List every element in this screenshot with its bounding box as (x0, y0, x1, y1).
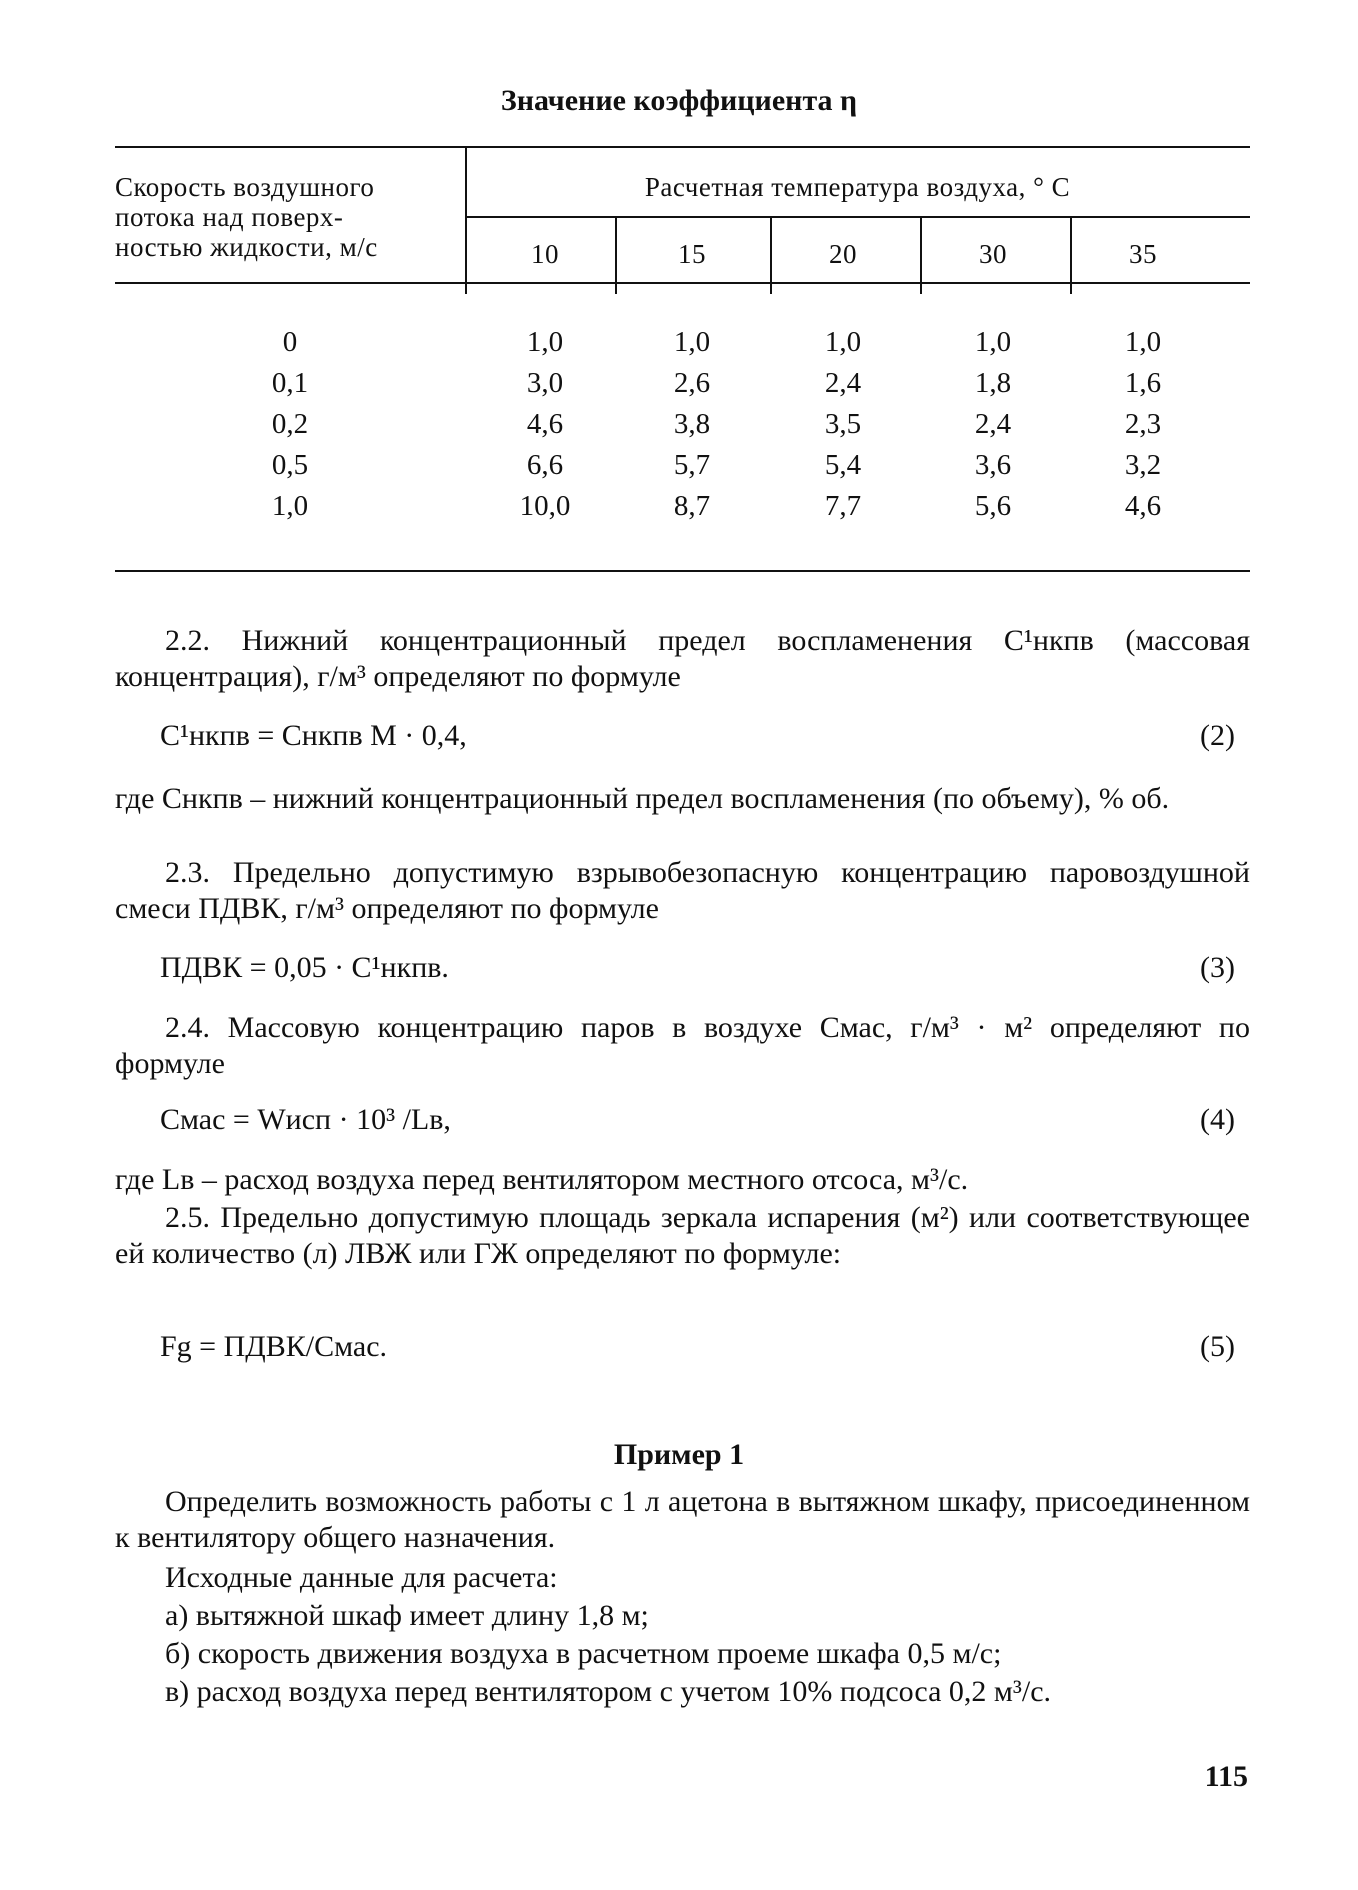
table-cell: 4,6 (1124, 490, 1162, 522)
col-header-15: 15 (678, 239, 706, 269)
formula-2: C¹нкпв = Cнкпв M · 0,4, (160, 719, 467, 752)
formula-3-number: (3) (1200, 951, 1235, 984)
page-number: 115 (1204, 1760, 1248, 1793)
table-cell: 3,8 (673, 408, 711, 440)
table-cell: 1,0 (824, 326, 862, 358)
paragraph-2-4-where: где Lв – расход воздуха перед вентилятором местного отсоса, м³/с. (115, 1163, 969, 1196)
table-cell: 1,0 (974, 326, 1012, 358)
table-cell: 1,0 (673, 326, 711, 358)
formula-5: Fg = ПДВК/Cмас. (160, 1330, 388, 1363)
paragraph-2-5: 2.5. Предельно допустимую площадь зеркала испарения (м²) или соответствующее ей количество (л) ЛВЖ или ГЖ определяют по формуле: (115, 1201, 1250, 1270)
col-header-20: 20 (829, 239, 857, 269)
example-item-c: в) расход воздуха перед вентилятором с учетом 10% подсоса 0,2 м³/с. (165, 1675, 1052, 1708)
table-cell: 3,2 (1124, 449, 1162, 481)
table-header-rule (465, 216, 1250, 218)
table-cell: 8,7 (673, 490, 711, 522)
example-input-heading: Исходные данные для расчета: (165, 1561, 558, 1594)
row-header-line-2: потока над поверх- (115, 202, 344, 232)
paragraph-2-2: 2.2. Нижний концентрационный предел воспламенения C¹нкпв (массовая концентрация), г/м³ определяют по формуле (115, 624, 1250, 693)
table-cell: 4,6 (526, 408, 564, 440)
table-cell: 2,6 (673, 367, 711, 399)
table-cell: 1,0 (1124, 326, 1162, 358)
example-title: Пример 1 (613, 1438, 745, 1471)
row-speed: 0 (282, 326, 298, 358)
paragraph-2-2-where: где Cнкпв – нижний концентрационный предел воспламенения (по объему), % об. (115, 782, 1170, 815)
table-cell: 5,4 (824, 449, 862, 481)
col-header-30: 30 (979, 239, 1007, 269)
table-cell: 5,6 (974, 490, 1012, 522)
table-cell: 3,5 (824, 408, 862, 440)
row-header-line-1: Скорость воздушного (115, 172, 375, 202)
table-cell: 3,0 (526, 367, 564, 399)
table-cell: 3,6 (974, 449, 1012, 481)
row-speed: 0,1 (271, 367, 309, 399)
formula-2-number: (2) (1200, 719, 1235, 752)
paragraph-2-4: 2.4. Массовую концентрацию паров в воздухе Cмас, г/м³ · м² определяют по формуле (115, 1011, 1250, 1080)
table-header-bottom-rule (115, 282, 1250, 284)
table-cell: 2,4 (974, 408, 1012, 440)
table-cell: 2,3 (1124, 408, 1162, 440)
table-cell: 7,7 (824, 490, 862, 522)
row-speed: 0,5 (271, 449, 309, 481)
table-cell: 1,0 (526, 326, 564, 358)
formula-4-number: (4) (1200, 1103, 1235, 1136)
col-header-10: 10 (531, 239, 559, 269)
table-divider (465, 146, 467, 294)
table-cell: 10,0 (519, 490, 571, 522)
col-header-35: 35 (1129, 239, 1157, 269)
row-speed: 0,2 (271, 408, 309, 440)
paragraph-2-3: 2.3. Предельно допустимую взрывобезопасную концентрацию паровоздушной смеси ПДВК, г/м³ определяют по формуле (115, 856, 1250, 925)
formula-4: Cмас = Wисп · 10³ /Lв, (160, 1103, 451, 1136)
table-caption: Значение коэффициента η (500, 84, 858, 117)
table-cell: 1,6 (1124, 367, 1162, 399)
table-cell: 2,4 (824, 367, 862, 399)
formula-5-number: (5) (1200, 1330, 1235, 1363)
row-speed: 1,0 (271, 490, 309, 522)
table-bottom-rule (115, 570, 1250, 572)
formula-3: ПДВК = 0,05 · C¹нкпв. (160, 951, 449, 984)
example-item-a: а) вытяжной шкаф имеет длину 1,8 м; (165, 1599, 649, 1632)
table-top-rule (115, 146, 1250, 148)
example-paragraph: Определить возможность работы с 1 л ацетона в вытяжном шкафу, присоединенном к вентилятору общего назначения. (115, 1485, 1250, 1554)
row-header-line-3: ностью жидкости, м/с (115, 232, 378, 262)
table-cell: 5,7 (673, 449, 711, 481)
table-cell: 6,6 (526, 449, 564, 481)
table-cell: 1,8 (974, 367, 1012, 399)
example-item-b: б) скорость движения воздуха в расчетном проеме шкафа 0,5 м/с; (165, 1637, 1002, 1670)
column-group-header: Расчетная температура воздуха, ° С (644, 172, 1071, 202)
